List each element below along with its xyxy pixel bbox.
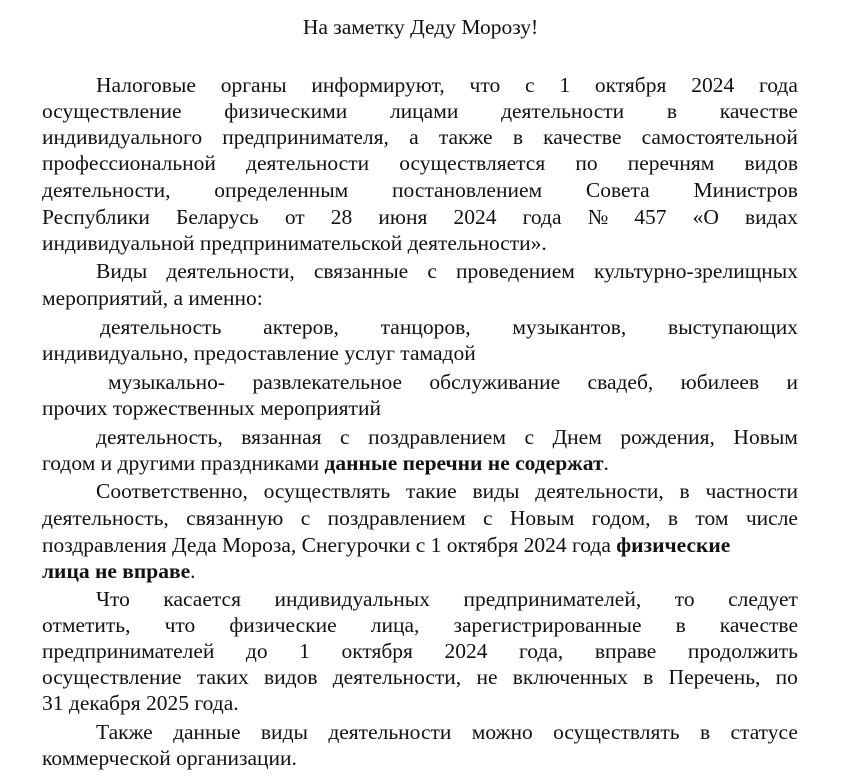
paragraph-8-line-1 xyxy=(42,719,798,745)
word: октября xyxy=(341,639,413,663)
paragraph-7-line-2 xyxy=(42,612,798,638)
word: обслуживание xyxy=(429,370,561,394)
word: танцоров, xyxy=(380,315,471,339)
word: такие xyxy=(405,479,457,503)
word: физическими xyxy=(224,99,348,123)
word: с xyxy=(482,506,493,530)
word: определенным xyxy=(214,178,349,202)
word: с xyxy=(427,259,437,283)
word: по xyxy=(575,151,598,175)
word: то xyxy=(674,587,695,611)
word: Виды xyxy=(96,259,148,283)
word: Соответственно, xyxy=(96,479,248,503)
word: деятельности, xyxy=(535,479,664,503)
word: самостоятельной xyxy=(641,125,798,149)
paragraph-4-line-1 xyxy=(42,369,798,395)
word: информируют, xyxy=(311,73,445,97)
paragraph-6-text: поздравления Деда Мороза, Снегурочки с 1 октября 2024 года xyxy=(42,533,617,557)
word: Днем xyxy=(552,425,602,449)
word: осуществлять xyxy=(553,720,680,744)
word: в xyxy=(512,125,523,149)
word: видов xyxy=(744,151,798,175)
paragraph-7-line-3 xyxy=(42,638,798,664)
word: предпринимателя, xyxy=(222,125,389,149)
word: продолжить xyxy=(687,639,798,663)
word: годом, xyxy=(591,506,651,530)
word: постановлением xyxy=(392,178,543,202)
word: поздравлением xyxy=(368,425,506,449)
word: выступающих xyxy=(668,315,798,339)
word: частности xyxy=(705,479,798,503)
word: 1 xyxy=(299,639,310,663)
word: виды xyxy=(472,479,520,503)
word: проведением xyxy=(455,259,575,283)
word: связанную xyxy=(186,506,284,530)
word: индивидуальных xyxy=(274,587,430,611)
paragraph-7-line-4 xyxy=(42,664,798,690)
word: осуществление xyxy=(42,665,182,689)
paragraph-1-line-1 xyxy=(42,72,798,98)
word: лицами xyxy=(389,99,459,123)
word: № xyxy=(587,205,609,229)
word: Новым xyxy=(733,425,798,449)
paragraph-1-line-7: индивидуальной предпринимательской деятельности». xyxy=(42,231,547,255)
paragraph-4-line-2: прочих торжественных мероприятий xyxy=(42,396,381,420)
word: года xyxy=(758,73,798,97)
paragraph-6-line-3 xyxy=(42,532,798,558)
word: деятельности xyxy=(328,720,452,744)
word: от xyxy=(284,205,305,229)
word: включенных xyxy=(512,665,628,689)
word: данные xyxy=(173,720,241,744)
word: 2024 xyxy=(453,205,497,229)
paragraph-5-line-1 xyxy=(42,424,798,450)
word: не xyxy=(476,665,498,689)
word: что xyxy=(469,73,501,97)
word: Совета xyxy=(585,178,650,202)
word: следует xyxy=(728,587,798,611)
word: связанные xyxy=(313,259,409,283)
paragraph-8-line-2: коммерческой организации. xyxy=(42,746,297,770)
word: виды xyxy=(260,720,308,744)
word: том xyxy=(695,506,729,530)
word: с xyxy=(525,73,535,97)
word: что xyxy=(164,613,196,637)
word: актеров, xyxy=(263,315,339,339)
word: деятельности, xyxy=(166,259,295,283)
word: 457 xyxy=(634,205,667,229)
word: года xyxy=(522,205,562,229)
word: качестве xyxy=(719,99,798,123)
word: музыкантов, xyxy=(512,315,627,339)
word: с xyxy=(340,425,350,449)
word: в xyxy=(679,479,690,503)
word: качестве xyxy=(719,613,798,637)
word: в xyxy=(666,99,678,123)
word: осуществление xyxy=(42,99,182,123)
word: Перечень, xyxy=(668,665,761,689)
paragraph-2-line-1 xyxy=(42,258,798,284)
word: года, xyxy=(519,639,564,663)
word: 1 xyxy=(559,73,571,97)
word: деятельность, xyxy=(96,425,223,449)
word: рождения, xyxy=(620,425,715,449)
document-title: На заметку Деду Морозу! xyxy=(302,15,539,39)
word: Республики xyxy=(42,205,150,229)
paragraph-1-line-4 xyxy=(42,150,798,176)
word: юбилеев xyxy=(680,370,760,394)
word: июня xyxy=(378,205,428,229)
paragraph-2-line-2: мероприятий, а именно: xyxy=(42,286,263,310)
word: вязанная xyxy=(241,425,322,449)
paragraph-5-end: . xyxy=(603,451,609,475)
word: Также xyxy=(96,720,153,744)
word: 2024 xyxy=(691,73,735,97)
word: деятельности xyxy=(246,151,370,175)
paragraph-6-line-1 xyxy=(42,478,798,504)
word: статусе xyxy=(730,720,798,744)
word: предпринимателей, xyxy=(463,587,642,611)
word: деятельности, xyxy=(332,665,462,689)
word: касается xyxy=(163,587,241,611)
paragraph-1-line-3 xyxy=(42,124,798,150)
word: деятельность xyxy=(100,315,222,339)
word: до xyxy=(245,639,268,663)
word: лица, xyxy=(370,613,420,637)
word: а xyxy=(409,125,419,149)
paragraph-3-line-1 xyxy=(42,314,798,340)
word: числе xyxy=(745,506,798,530)
word: зарегистрированные xyxy=(453,613,642,637)
word: физические xyxy=(229,613,337,637)
word: видах xyxy=(744,205,798,229)
word: свадеб, xyxy=(587,370,654,394)
word: в xyxy=(675,613,686,637)
paragraph-6-line-4 xyxy=(42,558,798,584)
paragraph-7-line-5: 31 декабря 2025 года. xyxy=(42,691,239,715)
paragraph-5-line-2 xyxy=(42,450,798,476)
paragraph-1-line-2 xyxy=(42,98,798,124)
word: деятельности xyxy=(501,99,625,123)
paragraph-1-line-6 xyxy=(42,204,798,230)
paragraph-3-line-2: индивидуально, предоставление услуг тамадой xyxy=(42,341,476,365)
word: с xyxy=(300,506,311,530)
paragraph-1-line-5 xyxy=(42,177,798,203)
paragraph-5-bold: данные перечни не содержат xyxy=(324,451,604,475)
word: осуществляется xyxy=(399,151,546,175)
paragraph-6-bold-1: физические xyxy=(616,533,731,557)
word: органы xyxy=(220,73,287,97)
word: развлекательное xyxy=(252,370,403,394)
word: вправе xyxy=(594,639,657,663)
word: «О xyxy=(692,205,719,229)
paragraph-7-line-1 xyxy=(42,586,798,612)
word: деятельность, xyxy=(42,506,169,530)
word: поздравлением xyxy=(327,506,466,530)
word: культурно-зрелищных xyxy=(594,259,798,283)
word: предпринимателей xyxy=(42,639,215,663)
word: и xyxy=(786,370,798,394)
word: по xyxy=(775,665,798,689)
word: с xyxy=(524,425,535,449)
word: осуществлять xyxy=(263,479,391,503)
word: перечням xyxy=(627,151,715,175)
word: в xyxy=(699,720,711,744)
paragraph-6-end: . xyxy=(190,559,196,583)
word: октября xyxy=(594,73,667,97)
word: индивидуального xyxy=(42,125,203,149)
word: также xyxy=(438,125,493,149)
word: видов xyxy=(263,665,318,689)
word: качестве xyxy=(543,125,622,149)
paragraph-6-bold-2: лица не вправе xyxy=(42,559,191,583)
word: музыкально- xyxy=(108,370,226,394)
word: профессиональной xyxy=(42,151,216,175)
word: таких xyxy=(196,665,249,689)
word: Что xyxy=(96,587,130,611)
word: Налоговые xyxy=(96,73,196,97)
word: 2024 xyxy=(444,639,488,663)
word: деятельности, xyxy=(42,178,171,202)
word: можно xyxy=(471,720,533,744)
word: отметить, xyxy=(42,613,131,637)
paragraph-5-text: годом и другими праздниками xyxy=(42,451,325,475)
word: Беларусь xyxy=(175,205,259,229)
word: в xyxy=(643,665,654,689)
word: Министров xyxy=(693,178,798,202)
word: Новым xyxy=(509,506,575,530)
word: в xyxy=(667,506,678,530)
paragraph-6-line-2 xyxy=(42,505,798,531)
word: 28 xyxy=(330,205,353,229)
